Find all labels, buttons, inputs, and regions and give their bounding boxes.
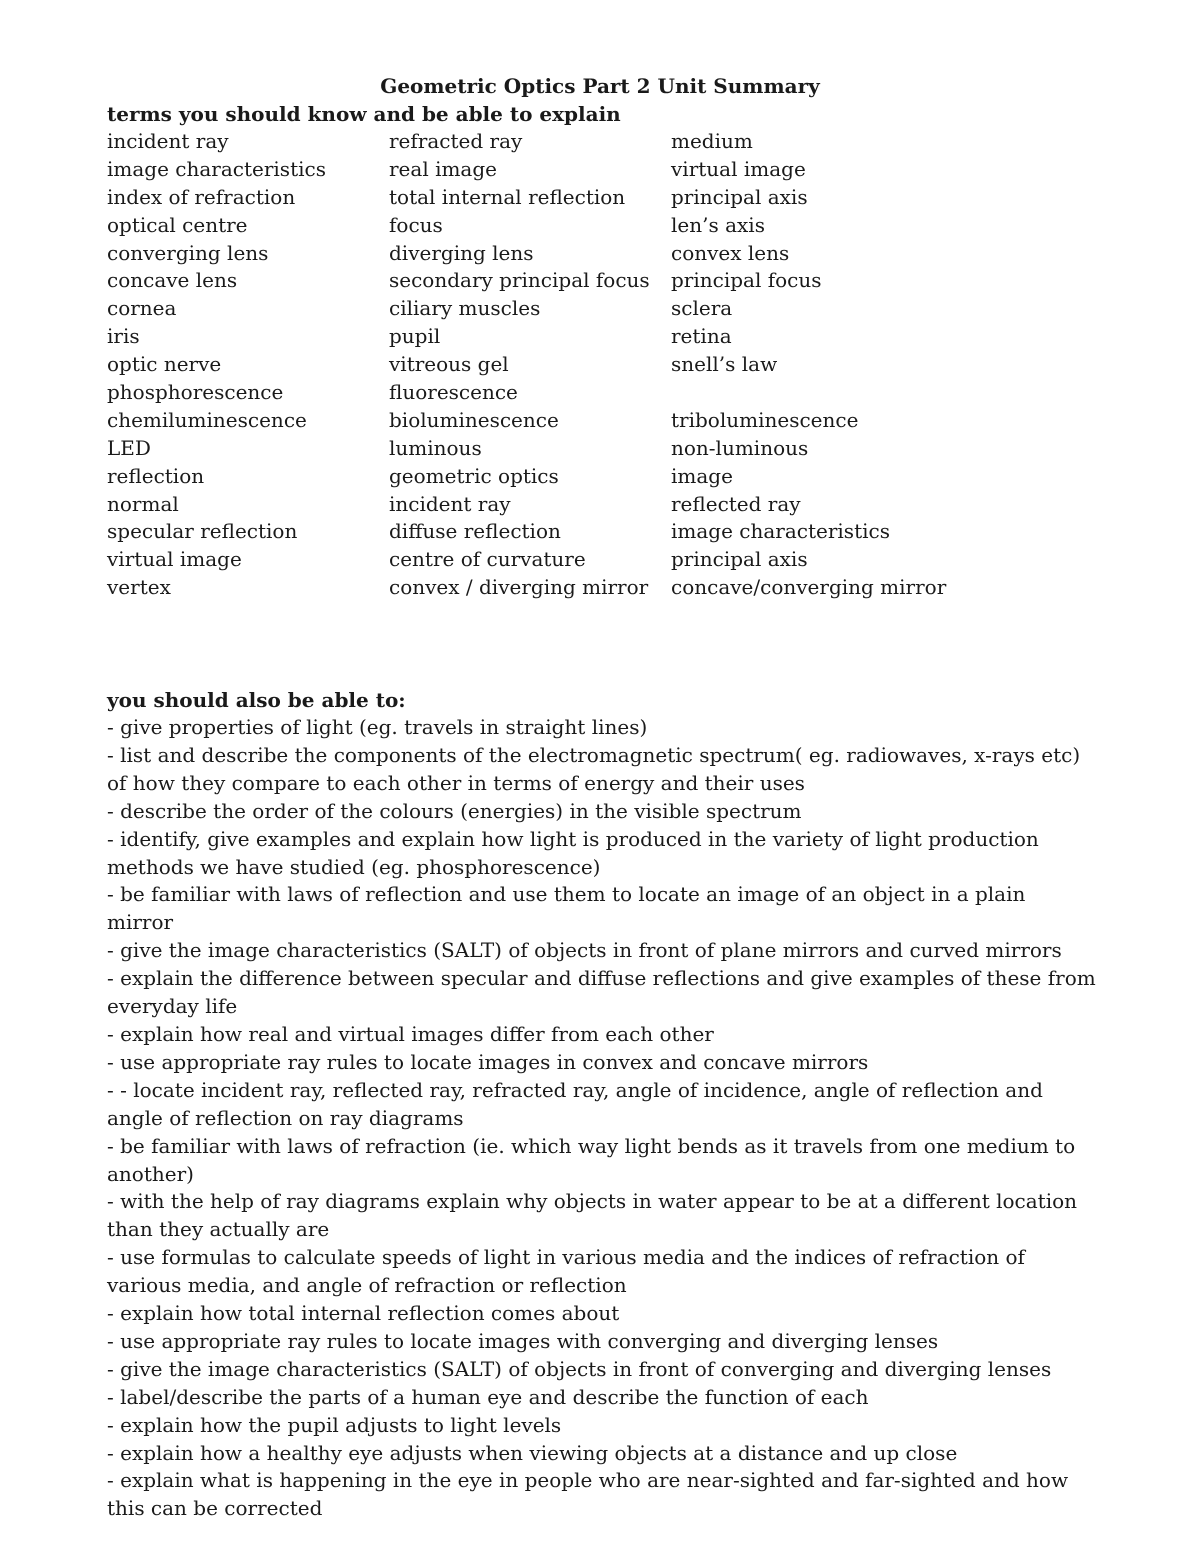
terms-row: [107, 407, 1107, 435]
skill-item: - list and describe the components of the electromagnetic spectrum( eg. radiowaves, x-rays etc) of how they compare to each other in terms of energy and their uses: [107, 742, 1081, 795]
term: len’s axis: [671, 212, 765, 237]
term: image characteristics: [671, 519, 890, 544]
term: refracted ray: [389, 129, 523, 153]
term: concave/converging mirror: [671, 575, 947, 600]
term: principal focus: [671, 268, 822, 293]
terms-row: [107, 435, 1107, 463]
skill-item: - explain what is happening in the eye in people who are near-sighted and far-sighted and how this can be corrected: [107, 1468, 1069, 1521]
terms-row: [107, 156, 1107, 184]
term: vitreous gel: [389, 352, 509, 377]
terms-row: [107, 491, 1107, 519]
term: diverging lens: [389, 240, 534, 265]
skill-item: - explain how a healthy eye adjusts when viewing objects at a distance and up close: [107, 1440, 958, 1465]
term: bioluminescence: [389, 407, 559, 432]
skill-item: - use appropriate ray rules to locate images with converging and diverging lenses: [107, 1328, 939, 1353]
term: phosphorescence: [107, 380, 284, 405]
skill-item: - be familiar with laws of refraction (ie. which way light bends as it travels from one medium to another): [107, 1133, 1076, 1186]
term: convex lens: [671, 240, 790, 265]
skill-item: - identify, give examples and explain how light is produced in the variety of light production methods we have studied (eg. phosphorescence): [107, 826, 1039, 879]
term: incident ray: [389, 491, 511, 516]
skill-item: - explain how total internal reflection comes about: [107, 1301, 620, 1326]
term: concave lens: [107, 268, 238, 293]
term: principal axis: [671, 547, 808, 572]
term: LED: [107, 435, 151, 460]
term: snell’s law: [671, 352, 778, 377]
terms-row: [107, 323, 1107, 351]
terms-grid: [107, 128, 1107, 602]
term: ciliary muscles: [389, 296, 541, 321]
skill-item: - with the help of ray diagrams explain why objects in water appear to be at a different location than they actually are: [107, 1189, 1078, 1242]
term: virtual image: [107, 547, 242, 572]
term: optical centre: [107, 212, 248, 237]
term: focus: [389, 212, 443, 237]
skill-item: - - locate incident ray, reflected ray, refracted ray, angle of incidence, angle of reflection and angle of reflection on ray diagrams: [107, 1077, 1043, 1130]
skill-item: - explain how the pupil adjusts to light levels: [107, 1412, 562, 1437]
term: specular reflection: [107, 519, 298, 544]
skill-item: - be familiar with laws of reflection and use them to locate an image of an object in a plain mirror: [107, 882, 1026, 935]
skill-item: - explain how real and virtual images differ from each other: [107, 1021, 714, 1046]
skill-item: - explain the difference between specular and diffuse reflections and give examples of these from everyday life: [107, 966, 1096, 1019]
skill-item: - give the image characteristics (SALT) of objects in front of converging and diverging lenses: [107, 1356, 1052, 1381]
term: total internal reflection: [389, 184, 626, 209]
page-title: Geometric Optics Part 2 Unit Summary: [380, 74, 820, 98]
terms-heading: terms you should know and be able to explain: [107, 102, 621, 126]
term: triboluminescence: [671, 407, 859, 432]
skills-heading: you should also be able to:: [107, 688, 406, 712]
term: pupil: [389, 324, 441, 349]
term: medium: [671, 129, 753, 153]
term: retina: [671, 324, 732, 349]
term: cornea: [107, 296, 177, 321]
terms-row: [107, 128, 1107, 156]
terms-row: [107, 212, 1107, 240]
term: diffuse reflection: [389, 519, 561, 544]
skill-item: - give properties of light (eg. travels in straight lines): [107, 715, 648, 739]
skill-item: - use appropriate ray rules to locate images in convex and concave mirrors: [107, 1049, 869, 1074]
skill-item: - use formulas to calculate speeds of light in various media and the indices of refraction of various media, and angle of refraction or reflection: [107, 1245, 1025, 1298]
term: optic nerve: [107, 352, 222, 377]
skill-item: - describe the order of the colours (energies) in the visible spectrum: [107, 798, 802, 823]
term: image characteristics: [107, 156, 326, 181]
skill-item: - give the image characteristics (SALT) of objects in front of plane mirrors and curved mirrors: [107, 938, 1062, 963]
terms-row: [107, 574, 1107, 602]
terms-row: [107, 546, 1107, 574]
terms-row: [107, 518, 1107, 546]
term: converging lens: [107, 240, 269, 265]
term: luminous: [389, 435, 482, 460]
terms-row: [107, 351, 1107, 379]
term: secondary principal focus: [389, 268, 650, 293]
term: normal: [107, 491, 179, 516]
terms-row: [107, 240, 1107, 268]
term: non-luminous: [671, 435, 809, 460]
skills-list: [107, 714, 1097, 1523]
term: iris: [107, 324, 140, 349]
terms-row: [107, 379, 1107, 407]
term: [671, 379, 1071, 407]
term: incident ray: [107, 129, 229, 153]
term: virtual image: [671, 156, 806, 181]
term: geometric optics: [389, 463, 559, 488]
term: reflected ray: [671, 491, 801, 516]
terms-row: [107, 295, 1107, 323]
terms-row: [107, 267, 1107, 295]
term: image: [671, 463, 733, 488]
term: chemiluminescence: [107, 407, 307, 432]
term: reflection: [107, 463, 205, 488]
term: principal axis: [671, 184, 808, 209]
term: fluorescence: [389, 380, 518, 405]
terms-row: [107, 463, 1107, 491]
terms-row: [107, 184, 1107, 212]
term: sclera: [671, 296, 733, 321]
term: vertex: [107, 575, 171, 600]
skill-item: - label/describe the parts of a human eye and describe the function of each: [107, 1384, 869, 1409]
term: convex / diverging mirror: [389, 575, 649, 600]
term: real image: [389, 156, 497, 181]
term: index of refraction: [107, 184, 296, 209]
term: centre of curvature: [389, 547, 586, 572]
